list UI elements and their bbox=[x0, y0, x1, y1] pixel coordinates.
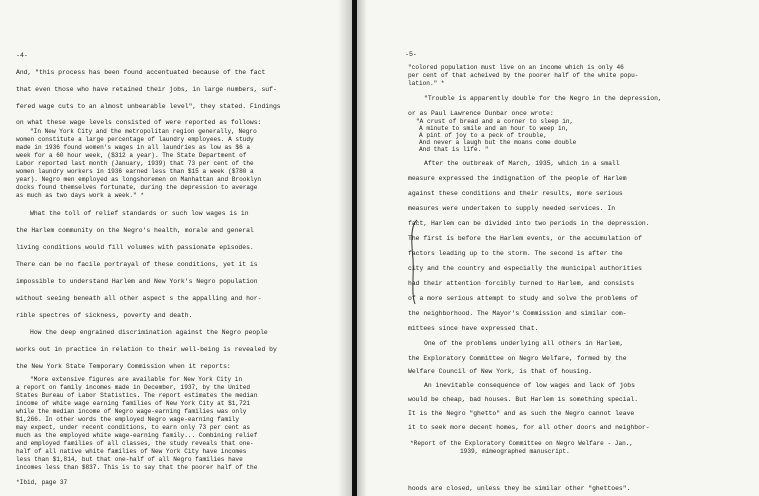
text-line: of a more serious attempt to study and solve the problems of bbox=[408, 295, 639, 302]
quote-line: "In New York City and the metropolitan region generally, Negro bbox=[30, 128, 257, 135]
poem-line: And never a laugh but the moans come double bbox=[419, 139, 577, 146]
text-line: fact, Harlem can be divided into two periods in the depression. bbox=[408, 220, 650, 227]
quote-line: as much as two days work a week." * bbox=[16, 192, 144, 199]
text-line: it to seek more decent homes, for all other doors and neighbor- bbox=[408, 424, 650, 431]
quote-line: "colored population must live on an income which is only 46 bbox=[408, 64, 624, 71]
text-line: measures were undertaken to supply needed services. In bbox=[408, 205, 616, 212]
quote-line: per cent of that acheived by the poorer half of the white popu- bbox=[408, 72, 639, 79]
text-line: factors leading up to the storm. The second is after the bbox=[408, 250, 623, 257]
text-line: the neighborhood. The Mayor's Commission and similar com- bbox=[408, 310, 627, 317]
quote-line: half of all native white families of New York City have incomes bbox=[16, 448, 247, 455]
text-line: mittees since have expressed that. bbox=[408, 325, 539, 332]
quote-line: less than $1,814, but that one-half of all Negro families have bbox=[16, 456, 243, 463]
text-line: works out in practice in relation to their well-being is revealed by bbox=[16, 346, 277, 353]
text-line: The first is before the Harlem events, or the accumulation of bbox=[408, 235, 642, 242]
quote-line: incomes less than $837. This is to say that the poorer half of the bbox=[16, 464, 258, 471]
text-line: hoods are closed, unless they be similar other "ghettoes". bbox=[408, 485, 631, 492]
quote-line: women laundry workers in 1936 earned less than $15 a week ($780 a bbox=[16, 168, 254, 175]
quote-line: docks found themselves fortunate, during the depression to average bbox=[16, 184, 258, 191]
text-line: Welfare Council of New York, is that of housing. bbox=[408, 368, 593, 375]
text-line: It is the Negro "ghetto" and as such the Negro cannot leave bbox=[408, 410, 635, 417]
text-line: There can be no facile portrayal of these conditions, yet it is bbox=[16, 261, 258, 268]
left-page bbox=[0, 0, 352, 496]
text-line: And, "this process has been found accentuated because of the fact bbox=[16, 69, 266, 76]
poem-line: A minute to smile and an hour to weep in, bbox=[419, 125, 569, 132]
footnote: *Ibid, page 37 bbox=[16, 479, 68, 486]
text-line: living conditions would fill volumes with passionate episodes. bbox=[16, 244, 254, 251]
quote-line: while the median income of Negro wage-earning families was only bbox=[16, 408, 247, 415]
quote-line: lation." * bbox=[408, 80, 445, 87]
text-line: "Trouble is apparently double for the Negro in the depression, bbox=[424, 95, 662, 102]
quote-line: made in 1936 found women's wages in all laundries as low as $6 a bbox=[16, 144, 251, 151]
text-line: against these conditions and their results, more serious bbox=[408, 190, 623, 197]
text-line: fered wage cuts to an almost unbearable level", they stated. Findings bbox=[16, 103, 281, 110]
text-line: After the outbreak of March, 1935, which in a small bbox=[424, 160, 620, 167]
text-line: How the deep engrained discrimination against the Negro people bbox=[30, 329, 268, 336]
text-line: city and the country and especially the municipal authorities bbox=[408, 265, 642, 272]
quote-line: income of white wage earning families of New York City at $1,721 bbox=[16, 400, 251, 407]
text-line: rible spectres of sickness, poverty and death. bbox=[16, 312, 193, 319]
page-number: -4- bbox=[16, 52, 28, 59]
text-line: that even those who have retained their jobs, in large numbers, suf- bbox=[16, 86, 277, 93]
quote-line: week for a 60 hour week, ($312 a year). The State Department of bbox=[16, 152, 247, 159]
quote-line: may expect, under recent conditions, to earn only 73 per cent as bbox=[16, 424, 251, 431]
poem-line: A pint of joy to a peck of trouble, bbox=[419, 132, 547, 139]
handwritten-margin-bracket bbox=[410, 219, 418, 305]
text-line: the Harlem community on the Negro's health, morale and general bbox=[16, 227, 254, 234]
quote-line: "More extensive figures are available for New York City in bbox=[30, 376, 243, 383]
text-line: the Exploratory Committee on Negro Welfare, formed by the bbox=[408, 355, 627, 362]
text-line: without seeing beneath all other aspect s the appalling and hor- bbox=[16, 295, 262, 302]
text-line: would be cheap, bad houses. But Harlem is something special. bbox=[408, 396, 639, 403]
quote-line: year). Negro men employed as longshoremen on Manhattan and Brooklyn bbox=[16, 176, 262, 183]
quote-line: and employed families of all classes, the study reveals that one- bbox=[16, 440, 254, 447]
quote-line: a report on family incomes made in December, 1937, by the United bbox=[16, 384, 251, 391]
text-line: impossible to understand Harlem and New York's Negro population bbox=[16, 278, 258, 285]
quote-line: much as the employed white wage-earning family... Combining relief bbox=[16, 432, 258, 439]
text-line: on what these wage levels consisted of were reported as follows: bbox=[16, 119, 262, 126]
page-number: -5- bbox=[405, 51, 417, 58]
text-line: What the toll of relief standards or such low wages is in bbox=[30, 210, 249, 217]
poem-line: "A crust of bread and a corner to sleep in, bbox=[416, 118, 574, 125]
text-line: An inevitable consequence of low wages and lack of jobs bbox=[424, 382, 635, 389]
quote-line: Labor reported last month (January, 1939) that 73 per cent of the bbox=[16, 160, 254, 167]
quote-line: women constitute a large percentage of laundry employees. A study bbox=[16, 136, 254, 143]
quote-line: $1,266. In other words the employed Negro wage-earning family bbox=[16, 416, 240, 423]
text-line: measure expressed the indignation of the people of Harlem bbox=[408, 175, 627, 182]
text-line: the New York State Temporary Commission when it reports: bbox=[16, 363, 231, 370]
footnote-line: 1939, mimeographed manuscript. bbox=[460, 448, 570, 455]
text-line: One of the problems underlying all others in Harlem, bbox=[424, 340, 624, 347]
quote-line: States Bureau of Labor Statistics. The report estimates the median bbox=[16, 392, 258, 399]
text-line: had their attention forcibly turned to Harlem, and consists bbox=[408, 280, 635, 287]
footnote-line: *Report of the Exploratory Committee on Negro Welfare - Jan., bbox=[410, 440, 634, 447]
poem-line: And that is life. " bbox=[419, 146, 489, 153]
text-line: or as Paul Lawrence Dunbar once wrote: bbox=[408, 110, 554, 117]
